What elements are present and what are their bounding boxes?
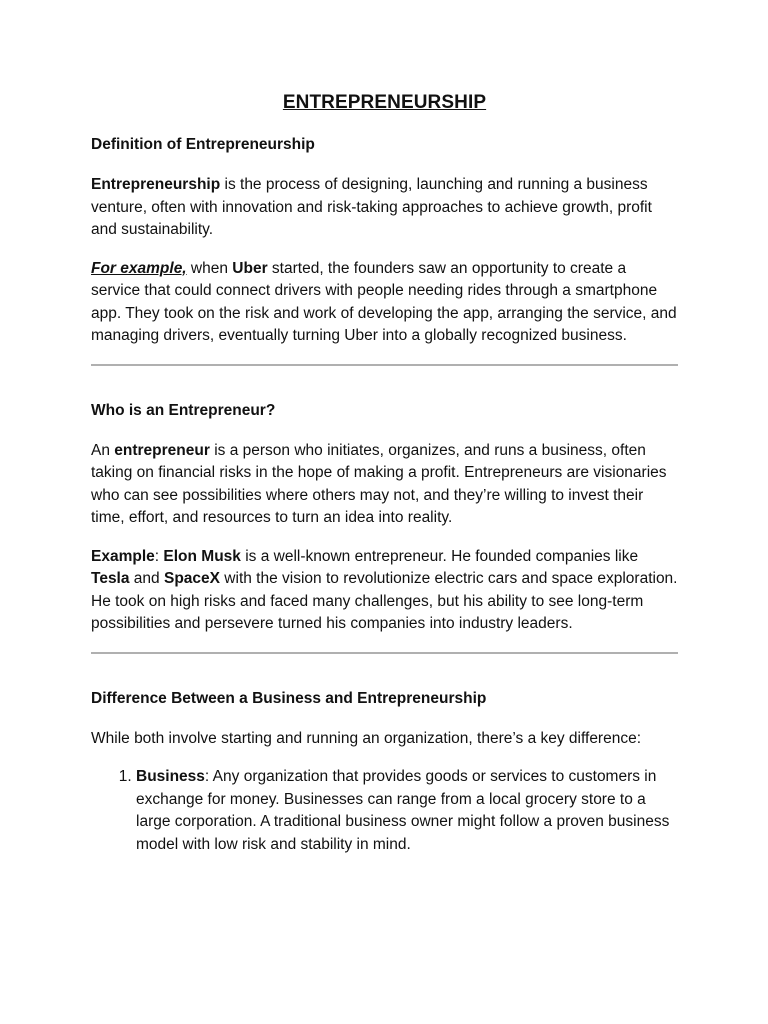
example-label: Example (91, 547, 155, 565)
company-uber: Uber (232, 259, 268, 277)
business-definition-text: : Any organization that provides goods or services to customers in exchange for money. Businesses can range from a local grocery store to a large corporation. A traditional business owner might follow a proven business model with low risk and stability in mind. (136, 768, 670, 853)
musk-text-rest: with the vision to revolutionize electric cars and space exploration. He took on high risks and faced many challenges, but his ability to see long-term possibilities and persevere turned his companies into industry leaders. (91, 570, 678, 632)
section-divider (91, 364, 678, 366)
entrepreneur-definition-text: is a person who initiates, organizes, and runs a business, often taking on financial risks in the hope of making a profit. Entrepreneurs are visionaries who can see possibilities where others may not, and they’re willing to invest their time, effort, and resources to turn an idea into reality. (91, 441, 667, 526)
text-an: An (91, 441, 115, 459)
example-lead: For example, (91, 259, 187, 277)
document-title: ENTREPRENEURSHIP (282, 92, 487, 113)
section-heading-definition: Definition of Entrepreneurship (91, 136, 315, 153)
person-elon-musk: Elon Musk (163, 547, 241, 565)
text-and: and (129, 570, 164, 587)
uber-example-text: started, the founders saw an opportunity to create a service that could connect drivers with people needing rides through a smartphone app. They took on the risk and work of developing the app, arranging the service, and managing drivers, eventually turning Uber into a globally recognized business. (91, 259, 677, 344)
musk-text-1: is a well-known entrepreneur. He founded companies like (240, 547, 639, 565)
entrepreneur-definition-paragraph (91, 440, 678, 530)
definition-paragraph (91, 174, 678, 242)
company-spacex: SpaceX (163, 570, 220, 587)
example-text-when: when (186, 259, 233, 277)
term-entrepreneur: entrepreneur (114, 441, 210, 459)
section-heading-who-is-entrepreneur: Who is an Entrepreneur? (91, 401, 276, 419)
uber-example-paragraph (91, 258, 678, 348)
section-divider (91, 652, 678, 654)
musk-example-paragraph (91, 546, 678, 636)
list-item (136, 766, 678, 856)
section-heading-difference: Difference Between a Business and Entrepreneurship (91, 689, 487, 707)
definition-text: is the process of designing, launching and running a business venture, often with innovation and risk-taking approaches to achieve growth, profit and sustainability. (91, 176, 652, 238)
difference-list (91, 766, 678, 856)
term-entrepreneurship: Entrepreneurship (91, 176, 221, 193)
difference-intro: While both involve starting and running an organization, there’s a key difference: (91, 729, 642, 747)
company-tesla: Tesla (91, 570, 130, 587)
example-colon: : (154, 547, 164, 565)
term-business: Business (136, 768, 205, 785)
